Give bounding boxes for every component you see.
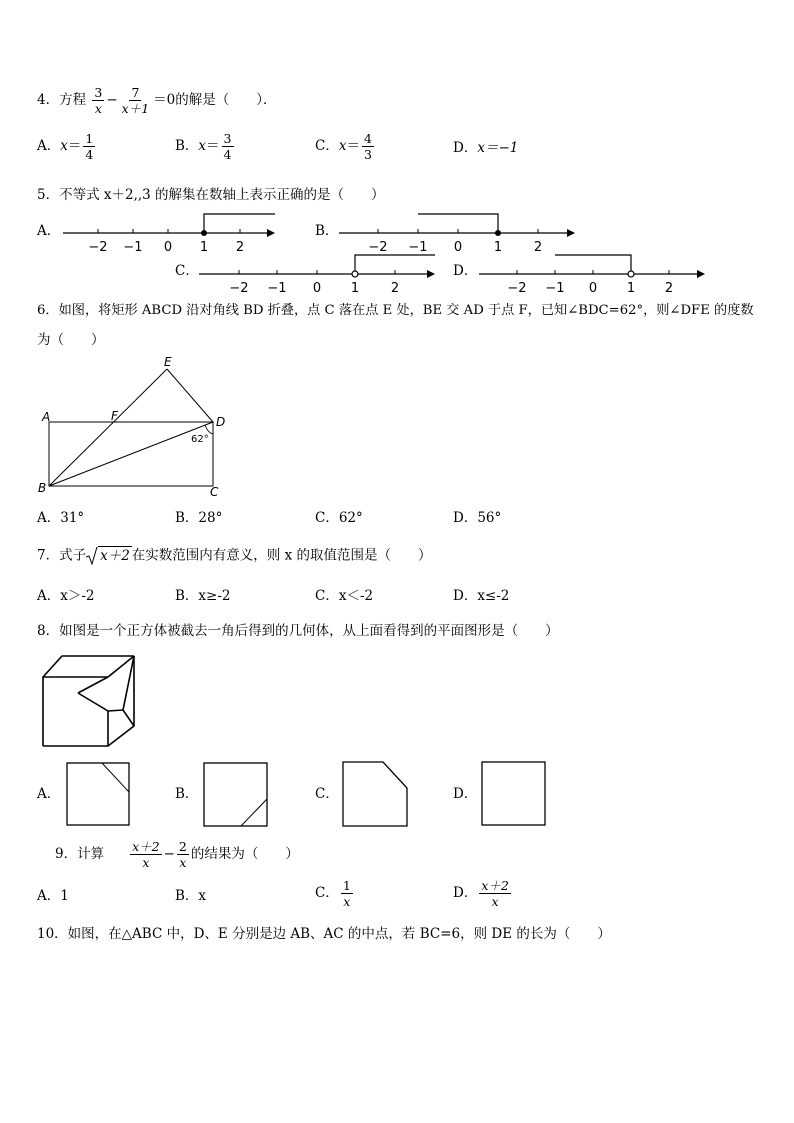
numerator: x＋2 — [481, 878, 509, 893]
q5-option-b-letter[interactable]: B． — [315, 223, 339, 239]
number-line-d[interactable] — [475, 250, 710, 298]
square-root-sign — [86, 547, 98, 565]
point-label-c: C — [210, 485, 219, 499]
numerator: 3 — [94, 85, 103, 100]
tick-label: −1 — [267, 281, 287, 296]
square-outline — [67, 763, 129, 825]
q7-option-d[interactable]: D．x≤-2 — [453, 588, 510, 604]
option-text: x — [198, 888, 207, 904]
q8-option-c-figure[interactable] — [341, 760, 411, 830]
equals: ＝ — [67, 138, 82, 155]
point-label-d: D — [216, 415, 226, 429]
option-text: 1 — [60, 888, 69, 904]
point-label-b: B — [38, 481, 47, 495]
equals: ＝ — [206, 138, 220, 155]
option-letter: D． — [453, 140, 478, 156]
number-line-c[interactable] — [195, 250, 440, 298]
fraction-3-over-x — [92, 86, 104, 115]
tick-label: 2 — [664, 281, 674, 296]
axis-arrow — [567, 229, 575, 237]
diagonal-cut-line — [102, 763, 129, 792]
option-letter: A． — [37, 888, 61, 904]
q8-option-b-figure[interactable] — [203, 762, 271, 828]
solid-point — [201, 230, 207, 236]
option-fraction — [479, 879, 511, 908]
question-9-suffix: 的结果为（ ） — [190, 846, 299, 863]
question-9-prefix: 9．计算 — [55, 846, 105, 863]
fraction-x-plus-2-over-x — [130, 840, 162, 869]
numerator: x＋2 — [132, 839, 160, 854]
solution-range — [355, 255, 435, 271]
axis-arrow — [267, 229, 275, 237]
question-6-stem-line2: 为（ ） — [37, 332, 105, 348]
question-4-stem — [37, 86, 277, 115]
tick-label: 2 — [390, 281, 400, 296]
cut-edge — [108, 656, 134, 711]
fraction-7-over-x-plus-1 — [120, 86, 152, 115]
solid-point — [495, 230, 501, 236]
q4-option-a[interactable] — [37, 132, 97, 161]
solution-range — [555, 255, 631, 271]
question-4-number: 4． — [37, 92, 60, 109]
number-line-b[interactable] — [335, 208, 580, 256]
question-7-suffix: 在实数范围内有意义，则 x 的取值范围是（ ） — [131, 547, 432, 564]
cut-edge — [78, 677, 108, 693]
tick-label: 1 — [626, 281, 636, 296]
segment-be — [49, 369, 167, 486]
tick-label: 1 — [493, 240, 503, 255]
tick-label: 0 — [312, 281, 322, 296]
option-letter: B． — [175, 138, 199, 155]
tick-label: 0 — [588, 281, 598, 296]
option-letter: D． — [453, 885, 478, 902]
denominator: x — [179, 855, 187, 871]
q5-option-c-letter[interactable]: C． — [175, 263, 199, 279]
option-letter: B． — [175, 888, 199, 904]
q9-option-b[interactable] — [175, 890, 206, 904]
numerator: 2 — [178, 839, 187, 854]
q7-option-c[interactable]: C．x＜-2 — [315, 588, 374, 604]
tick-label: −1 — [545, 281, 565, 296]
tick-label: 0 — [163, 240, 173, 255]
option-text: x＝−1 — [477, 140, 519, 156]
hollow-point — [628, 271, 634, 277]
angle-label-62: 62° — [191, 434, 209, 445]
q6-option-d[interactable]: D．56° — [453, 510, 502, 526]
point-label-a: A — [42, 410, 51, 424]
q7-option-b[interactable]: B．x≥-2 — [175, 588, 231, 604]
q8-option-a-letter[interactable]: A． — [37, 786, 61, 802]
option-fraction — [362, 132, 374, 161]
radicand: x＋2 — [100, 547, 130, 564]
variable: x — [60, 138, 68, 155]
q6-option-b[interactable]: B．28° — [175, 510, 223, 526]
tick-label: 2 — [533, 240, 543, 255]
tick-label: −2 — [88, 240, 108, 255]
point-label-f: F — [111, 409, 118, 423]
question-4-prefix: 方程 — [59, 92, 87, 109]
option-fraction — [222, 132, 234, 161]
q7-option-a[interactable]: A．x＞-2 — [37, 588, 95, 604]
cut-edge — [78, 693, 108, 711]
q8-option-c-letter[interactable]: C． — [315, 786, 339, 802]
denominator: 4 — [85, 147, 94, 163]
q6-option-a[interactable]: A．31° — [37, 510, 85, 526]
option-letter: C． — [315, 885, 339, 902]
segment-ed — [167, 369, 213, 422]
tick-label: 0 — [453, 240, 463, 255]
numerator: 1 — [85, 131, 94, 146]
axis-arrow — [427, 270, 435, 278]
minus-sign: − — [106, 92, 118, 109]
q9-option-a[interactable] — [37, 890, 69, 904]
tick-label: 1 — [199, 240, 209, 255]
question-10-stem: 10．如图，在△ABC 中，D、E 分别是边 AB、AC 的中点，若 BC=6，则 DE 的长为（ ） — [37, 926, 611, 942]
truncated-cube-figure — [38, 650, 138, 752]
numerator: 1 — [342, 878, 351, 893]
question-9-stem — [55, 840, 299, 869]
tick-label: −2 — [229, 281, 249, 296]
cut-edge — [123, 710, 134, 726]
equals-zero: ＝0 — [153, 92, 176, 109]
angle-arc — [205, 425, 213, 434]
q8-option-a-figure[interactable] — [66, 762, 132, 828]
q5-option-a-letter[interactable]: A． — [37, 223, 61, 239]
tick-label: −1 — [408, 240, 428, 255]
q5-option-d-letter[interactable]: D． — [453, 263, 478, 279]
numerator: 3 — [223, 131, 232, 146]
q4-option-d[interactable] — [453, 142, 518, 156]
denominator: x — [94, 101, 102, 117]
number-line-a[interactable] — [55, 208, 280, 256]
truncated-square-outline — [343, 762, 407, 826]
question-7-stem — [37, 547, 432, 565]
numerator: 7 — [131, 85, 140, 100]
option-letter: A． — [37, 138, 61, 155]
hollow-point — [352, 271, 358, 277]
q6-option-c[interactable]: C．62° — [315, 510, 363, 526]
question-4-suffix: 的解是（ ）． — [175, 92, 277, 109]
tick-label: 1 — [350, 281, 360, 296]
point-label-e: E — [164, 355, 172, 369]
q8-option-d-letter[interactable]: D． — [453, 786, 478, 802]
denominator: x — [142, 855, 150, 871]
question-5-stem: 5．不等式 x＋2,,3 的解集在数轴上表示正确的是（ ） — [37, 187, 385, 203]
square-outline — [482, 762, 545, 825]
question-8-stem: 8．如图是一个正方体被截去一角后得到的几何体，从上面看得到的平面图形是（ ） — [37, 623, 559, 639]
tick-label: −2 — [507, 281, 527, 296]
option-fraction — [83, 132, 95, 161]
minus-sign: − — [163, 846, 175, 863]
denominator: x — [343, 894, 351, 910]
fraction-2-over-x — [177, 840, 189, 869]
equals: ＝ — [346, 138, 360, 155]
option-letter: C． — [315, 138, 339, 155]
q8-option-b-letter[interactable]: B． — [175, 786, 199, 802]
q9-option-d[interactable] — [453, 879, 513, 908]
cube-outline-left — [43, 656, 134, 746]
question-7-prefix: 7．式子 — [37, 547, 87, 564]
variable: x — [198, 138, 207, 155]
question-6-stem-line1: 6．如图，将矩形 ABCD 沿对角线 BD 折叠，点 C 落在点 E 处，BE 交 AD 于点 F，已知∠BDC=62°，则∠DFE 的度数 — [37, 303, 754, 318]
diagonal-bd — [49, 422, 213, 486]
tick-label: −1 — [123, 240, 143, 255]
q4-option-c[interactable] — [315, 132, 376, 161]
diagonal-cut-line — [241, 799, 267, 826]
q4-option-b[interactable] — [175, 132, 236, 161]
q9-option-c[interactable] — [315, 879, 355, 908]
variable: x — [338, 138, 347, 155]
rectangle-fold-figure — [30, 355, 235, 505]
axis-arrow — [697, 270, 705, 278]
cube-outline-bottom-right — [43, 656, 134, 746]
option-fraction — [341, 879, 353, 908]
denominator: 3 — [363, 147, 372, 163]
denominator: 4 — [223, 147, 232, 163]
square-outline — [204, 763, 267, 826]
denominator: x＋1 — [121, 101, 150, 117]
tick-label: 2 — [235, 240, 245, 255]
tick-label: −2 — [368, 240, 388, 255]
q8-option-d-figure[interactable] — [480, 760, 548, 828]
numerator: 4 — [363, 131, 372, 146]
denominator: x — [491, 894, 499, 910]
